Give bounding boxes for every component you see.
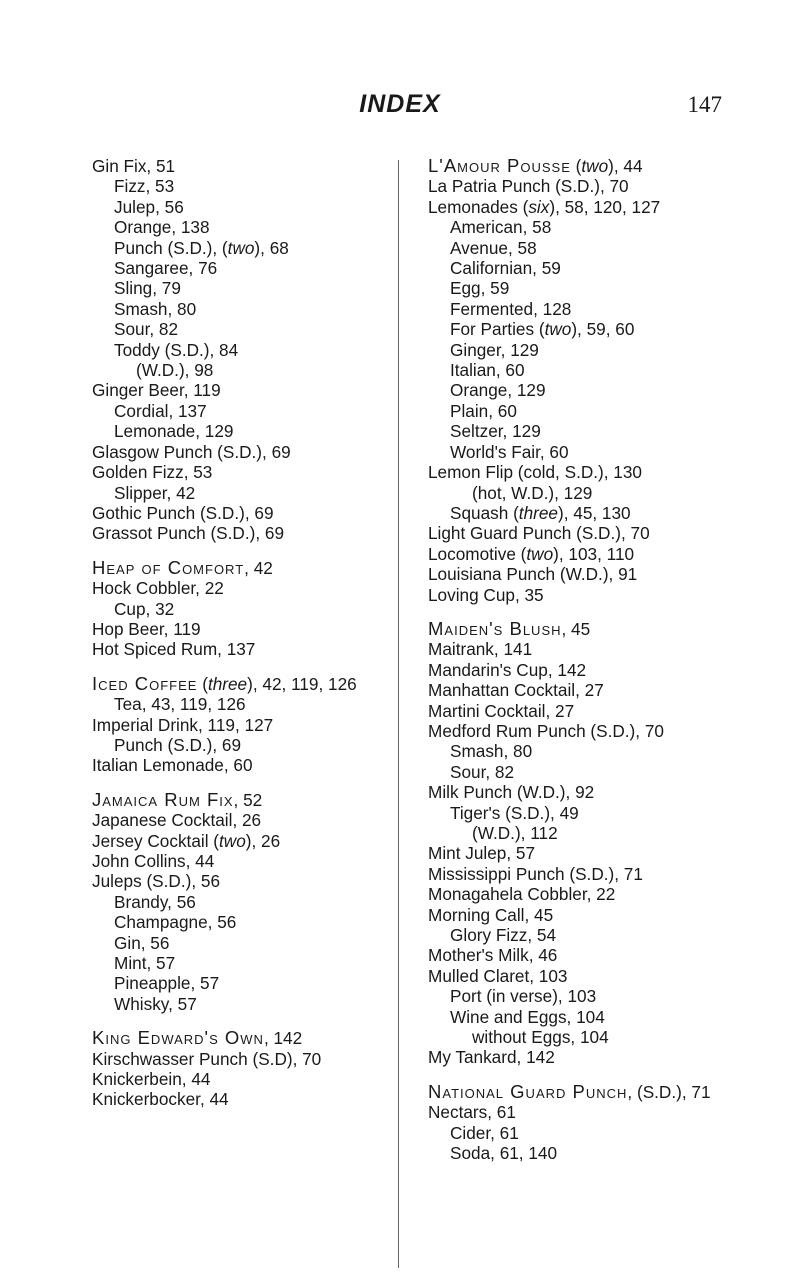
index-entry: Cup, 32 [114, 598, 175, 619]
index-entry: John Collins, 44 [92, 851, 215, 871]
index-entry: Fizz, 53 [114, 176, 175, 197]
index-entry: Hop Beer, 119 [92, 618, 201, 639]
index-entry: Knickerbocker, 44 [92, 1089, 229, 1110]
index-entry: Monagahela Cobbler, 22 [428, 884, 616, 905]
index-entry: Cider, 61 [450, 1122, 519, 1143]
index-entry: Golden Fizz, 53 [92, 462, 213, 483]
index-entry: Juleps (S.D.), 56 [92, 871, 220, 892]
index-entry: Sour, 82 [450, 761, 515, 782]
index-entry: Glasgow Punch (S.D.), 69 [92, 441, 291, 462]
index-entry: Squash (three), 45, 130 [450, 502, 631, 523]
index-entry: Hock Cobbler, 22 [92, 578, 224, 599]
index-entry: Gin, 56 [114, 932, 170, 953]
index-entry: L'Amour Pousse (two), 44 [428, 155, 643, 176]
index-entry: La Patria Punch (S.D.), 70 [428, 176, 629, 197]
page-title: INDEX [359, 90, 441, 118]
page-header [0, 90, 800, 130]
index-entry: Imperial Drink, 119, 127 [92, 714, 274, 735]
index-entry: Knickerbein, 44 [92, 1069, 211, 1090]
index-entry: Ginger, 129 [450, 339, 539, 360]
index-entry: Lemonades (six), 58, 120, 127 [428, 196, 661, 217]
index-entry: My Tankard, 142 [428, 1047, 555, 1068]
index-entry: Lemon Flip (cold, S.D.), 130 [428, 462, 642, 483]
index-entry: American, 58 [450, 217, 552, 238]
index-entry: World's Fair, 60 [450, 441, 569, 462]
index-entry: Ginger Beer, 119 [92, 380, 221, 401]
index-entry: Champagne, 56 [114, 912, 237, 933]
index-entry: Jersey Cocktail (two), 26 [92, 830, 281, 851]
index-entry: Toddy (S.D.), 84 [114, 339, 239, 360]
index-entry: (W.D.), 98 [136, 360, 214, 381]
index-entry: Lemonade, 129 [114, 421, 234, 442]
index-entry: Martini Cocktail, 27 [428, 700, 575, 721]
index-entry: Glory Fizz, 54 [450, 925, 557, 946]
index-entry: National Guard Punch, (S.D.), 71 [428, 1080, 711, 1102]
index-entry: Wine and Eggs, 104 [450, 1006, 605, 1027]
index-entry: Tiger's (S.D.), 49 [450, 802, 579, 823]
index-entry: Mother's Milk, 46 [428, 945, 558, 966]
index-entry: Sour, 82 [114, 319, 179, 340]
index-entry: Avenue, 58 [450, 237, 537, 258]
index-entry: Smash, 80 [450, 741, 533, 762]
index-entry: Egg, 59 [450, 278, 510, 299]
index-entry: Plain, 60 [450, 400, 517, 421]
index-entry: Julep, 56 [114, 196, 184, 217]
index-entry: Punch (S.D.), (two), 68 [114, 237, 289, 258]
index-entry: Brandy, 56 [114, 891, 196, 912]
index-entry: Loving Cup, 35 [428, 584, 544, 605]
index-entry: Whisky, 57 [114, 993, 197, 1014]
index-entry: Orange, 138 [114, 217, 210, 238]
index-entry: Milk Punch (W.D.), 92 [428, 782, 595, 803]
index-entry: (W.D.), 112 [472, 823, 558, 843]
index-entry: Cordial, 137 [114, 400, 207, 421]
index-entry: Pineapple, 57 [114, 973, 220, 994]
index-entry: Smash, 80 [114, 298, 197, 319]
index-entry: Locomotive (two), 103, 110 [428, 543, 635, 564]
index-entry: Mandarin's Cup, 142 [428, 659, 587, 680]
index-entry: Iced Coffee (three), 42, 119, 126 [92, 672, 357, 694]
index-entry: Maiden's Blush, 45 [428, 617, 591, 639]
index-entry: Manhattan Cocktail, 27 [428, 680, 604, 701]
index-column-left [92, 156, 422, 1110]
index-entry: Port (in verse), 103 [450, 986, 597, 1007]
index-entry: Kirschwasser Punch (S.D), 70 [92, 1048, 322, 1069]
index-entry: Sling, 79 [114, 278, 181, 299]
index-entry: Orange, 129 [450, 380, 546, 401]
index-entry: Italian, 60 [450, 360, 525, 381]
index-entry: Heap of Comfort, 42 [92, 556, 273, 578]
index-entry: Louisiana Punch (W.D.), 91 [428, 564, 638, 585]
index-entry: Mint Julep, 57 [428, 843, 536, 864]
index-entry: Maitrank, 141 [428, 639, 533, 660]
index-entry: King Edward's Own, 142 [92, 1027, 303, 1049]
index-entry: Hot Spiced Rum, 137 [92, 639, 256, 660]
index-column-right [428, 156, 758, 1164]
page-number: 147 [687, 92, 722, 117]
index-entry: Gin Fix, 51 [92, 156, 176, 176]
index-entry: Sangaree, 76 [114, 258, 218, 279]
index-entry: Soda, 61, 140 [450, 1143, 558, 1164]
index-entry: Grassot Punch (S.D.), 69 [92, 523, 284, 544]
index-entry: Light Guard Punch (S.D.), 70 [428, 523, 650, 544]
index-entry: Seltzer, 129 [450, 421, 541, 442]
index-entry: Italian Lemonade, 60 [92, 755, 253, 776]
index-entry: Tea, 43, 119, 126 [114, 694, 246, 715]
index-entry: Gothic Punch (S.D.), 69 [92, 502, 274, 523]
index-entry: Mint, 57 [114, 953, 176, 974]
index-entry: Mississippi Punch (S.D.), 71 [428, 863, 643, 884]
index-entry: without Eggs, 104 [472, 1027, 609, 1048]
index-entry: Medford Rum Punch (S.D.), 70 [428, 720, 664, 741]
index-entry: Californian, 59 [450, 258, 561, 279]
index-entry: Slipper, 42 [114, 482, 196, 503]
index-entry: Punch (S.D.), 69 [114, 734, 242, 755]
index-entry: Japanese Cocktail, 26 [92, 810, 262, 831]
index-entry: Fermented, 128 [450, 298, 572, 319]
index-entry: Nectars, 61 [428, 1102, 516, 1123]
index-entry: (hot, W.D.), 129 [472, 482, 593, 503]
index-entry: For Parties (two), 59, 60 [450, 319, 635, 340]
index-entry: Morning Call, 45 [428, 904, 554, 925]
index-entry: Jamaica Rum Fix, 52 [92, 788, 263, 810]
index-entry: Mulled Claret, 103 [428, 965, 568, 986]
